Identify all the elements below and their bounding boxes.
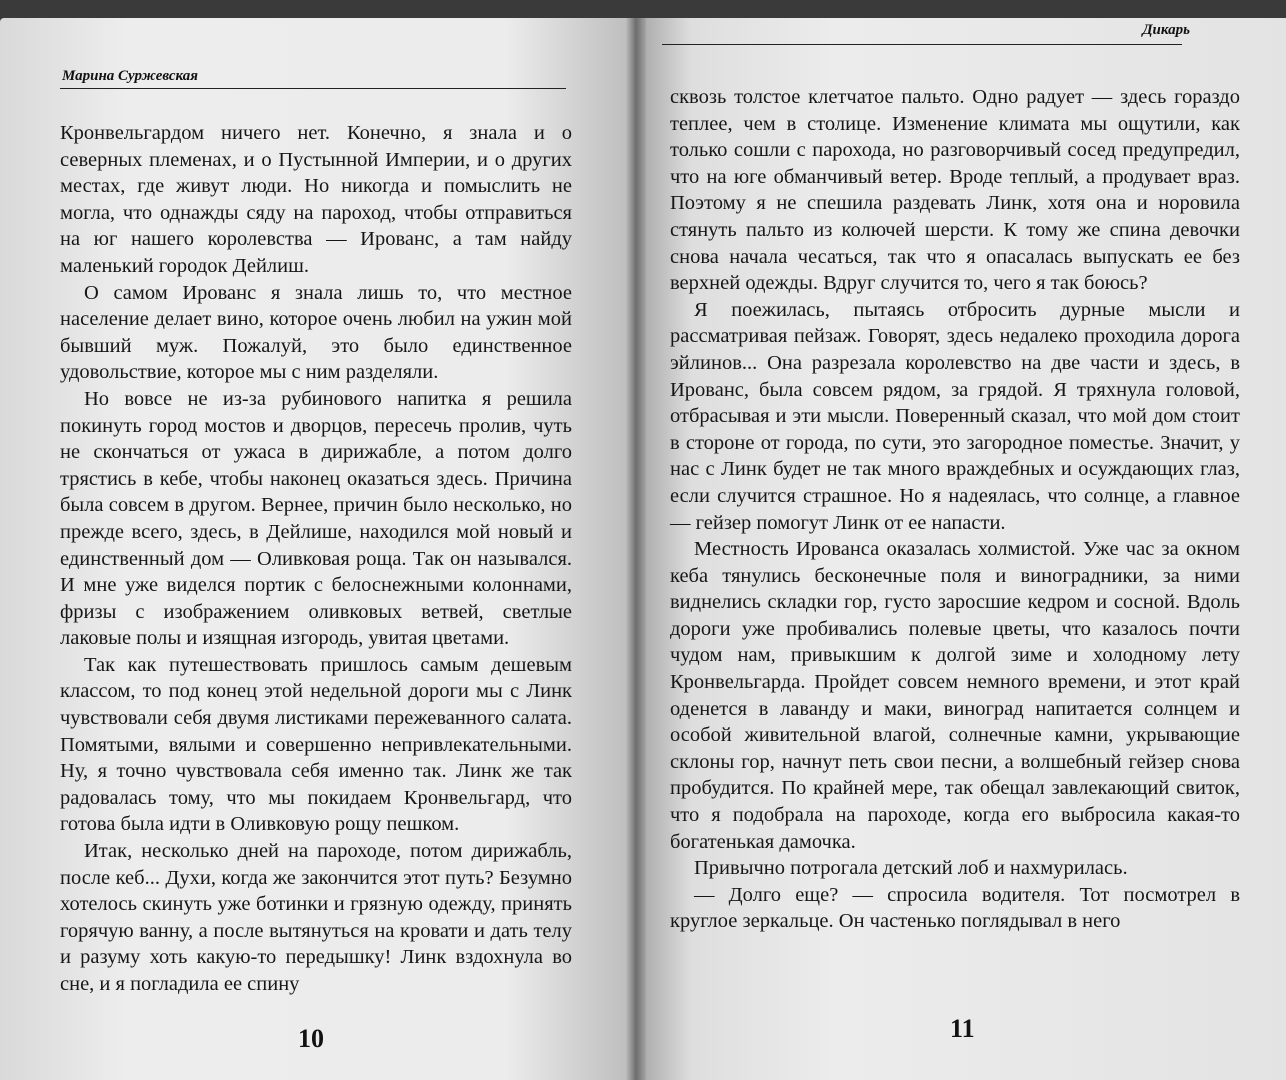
paragraph: Привычно потрогала детский лоб и нахмурилась. xyxy=(694,857,1128,880)
page-number: 11 xyxy=(950,1014,975,1043)
paragraph: Местность Ированса оказалась холмистой. Уже час за окном кеба тянулись бесконечные поля и виноградники, за ними виднелись складки гор, густо заросшие кедром и сосной. Вдоль дороги уже пробивались полевые цветы, что казалось почти чудом нам, привыкшим к долгой зиме и холодному лету Кронвельгарда. Пройдет совсем немного времени, и этот край оденется в лаванду и маки, виноград напитается солнцем и особой живительной влагой, солнечные камни, укрывающие склоны гор, начнут петь свои песни, а волшебный гейзер снова пробудится. По крайней мере, так обещал завлекающий свиток, что я подобрала на пароходе, когда его выбросила какая-то богатенькая дамочка. xyxy=(670,538,1240,853)
running-head-title: Дикарь xyxy=(1142,22,1190,38)
right-page-text xyxy=(670,84,1240,935)
left-page-text xyxy=(60,120,572,998)
paragraph: Итак, несколько дней на пароходе, потом дирижабль, после кеб... Духи, когда же закончится этот путь? Безумно хотелось скинуть уже ботинки и грязную одежду, принять горячую ванну, а после вытянуться на кровати и дать телу и разуму хоть какую-то передышку! Линк вздохнула во сне, и я погладила ее спину xyxy=(60,840,572,995)
paragraph: Я поежилась, пытаясь отбросить дурные мысли и рассматривая пейзаж. Говорят, здесь недалеко проходила дорога эйлинов... Она разрезала королевство на две части и здесь, в Ированс, была совсем рядом, за грядой. Я тряхнула головой, отбрасывая и эти мысли. Поверенный сказал, что мой дом стоит в стороне от города, по сути, это загородное поместье. Значит, у нас с Линк будет не так много враждебных и осуждающих глаз, если случится страшное. Но я надеялась, что солнце, а главное — гейзер помогут Линк от ее напасти. xyxy=(670,298,1240,534)
book-gutter xyxy=(626,18,646,1080)
paragraph: Но вовсе не из-за рубинового напитка я решила покинуть город мостов и дворцов, пересечь пролив, чуть не скончаться от ужаса в дирижабле, а потом долго трястись в кебе, чтобы наконец оказаться здесь. Причина была совсем в другом. Вернее, причин было несколько, но прежде всего, здесь, в Дейлише, находился мой новый и единственный дом — Оливковая роща. Так он назывался. И мне уже виделся портик с белоснежными колоннами, фризы с изображением оливковых ветвей, светлые лаковые полы и изящная изгородь, увитая цветами. xyxy=(60,387,572,650)
header-rule xyxy=(60,88,566,89)
header-rule xyxy=(662,44,1182,45)
left-page xyxy=(0,18,632,1080)
running-head-author: Марина Суржевская xyxy=(62,68,198,84)
right-page xyxy=(640,18,1286,1080)
paragraph: — Долго еще? — спросила водителя. Тот посмотрел в круглое зеркальце. Он частенько поглядывал в него xyxy=(670,883,1240,933)
paragraph: Кронвельгардом ничего нет. Конечно, я знала и о северных племенах, и о Пустынной Империи, и о других местах, где живут люди. Но никогда и помыслить не могла, что однажды сяду на пароход, чтобы отправиться на юг нашего королевства — Ированс, а там найду маленький городок Дейлиш. xyxy=(60,122,572,277)
paragraph: Так как путешествовать пришлось самым дешевым классом, то под конец этой недельной дороги мы с Линк чувствовали себя двумя листиками пережеванного салата. Помятыми, вялыми и совершенно непривлекательными. Ну, я точно чувствовала себя именно так. Линк же так радовалась тому, что мы покидаем Кронвельгард, что готова была идти в Оливковую рощу пешком. xyxy=(60,653,572,836)
paragraph: О самом Ированс я знала лишь то, что местное население делает вино, которое очень любил на ужин мой бывший муж. Пожалуй, это было единственное удовольствие, которое мы с ним разделяли. xyxy=(60,281,572,384)
paragraph: сквозь толстое клетчатое пальто. Одно радует — здесь гораздо теплее, чем в столице. Изменение климата мы ощутили, как только сошли с парохода, но разговорчивый сосед предупредил, что на юге обманчивый ветер. Вроде теплый, а продувает враз. Поэтому я не спешила раздевать Линк, хотя она и норовила стянуть пальто из колючей шерсти. К тому же спина девочки снова начала чесаться, так что я опасалась выпускать ее без верхней одежды. Вдруг случится то, чего я так боюсь? xyxy=(670,86,1240,295)
page-number: 10 xyxy=(298,1024,324,1053)
